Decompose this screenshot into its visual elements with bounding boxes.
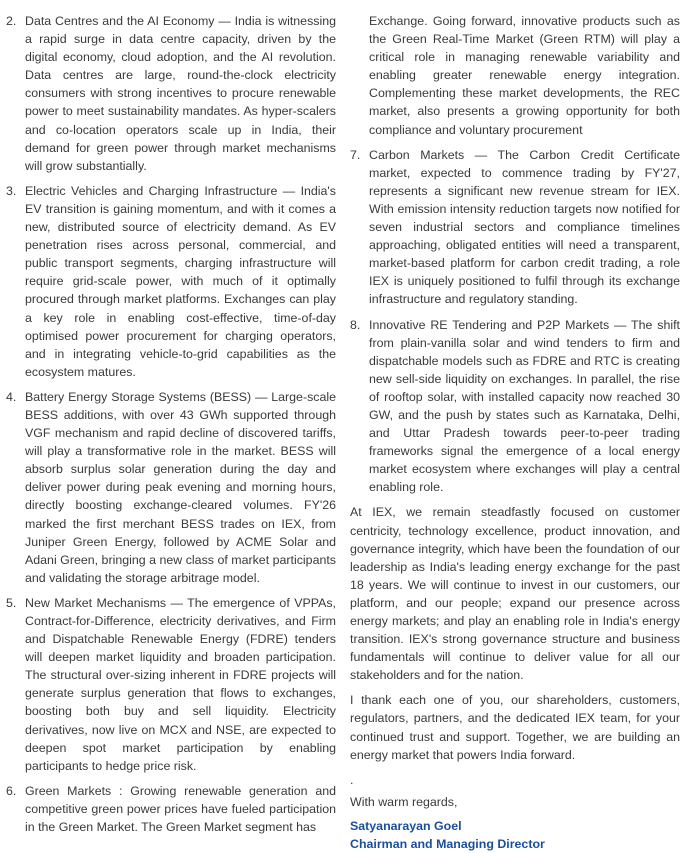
closing-paragraph-1: At IEX, we remain steadfastly focused on customer centricity, technology excellence, product innovation, and governance integrity, which have been the foundation of our leadership as India's leading energy exchange for the past 18 years. We will continue to invest in our customers, our platform, and our people; expand our presence across energy markets; and play an enabling role in India's energy transition. IEX's strong governance structure and business fundamentals will continue to deliver value for all our stakeholders and for the nation. [350,505,680,683]
list-item-text: Electric Vehicles and Charging Infrastructure — India's EV transition is gaining momentum, and with it comes a new, distributed source of electricity demand. As EV penetration rises across personal, commercial, and public transport segments, charging infrastructure will require grid-scale power, with much of it optimally procured through market platforms. Exchanges can play a key role in enabling cost-effective, time-of-day optimised power procurement for charging operators, and in integrating vehicle-to-grid capabilities as the ecosystem matures. [25,183,336,379]
closing-paragraph-2: I thank each one of you, our shareholders, customers, regulators, partners, and the dedicated IEX team, for your continued trust and support. Together, we are building an energy market that powers India forward. [350,693,680,762]
left-column [6,12,336,843]
list-number: 6. [6,783,17,798]
list-number: 8. [350,317,361,332]
list-item-text: Carbon Markets — The Carbon Credit Certificate market, expected to commence trading by FY'27, represents a significant new revenue stream for IEX. With emission intensity reduction targets now notified for seven industrial sectors and compliance timelines approaching, obligated entities will need a transparent, market-based platform for carbon credit trading, a role IEX is uniquely positioned to fulfil through its exchange infrastructure and regulatory standing. [369,147,680,307]
list-item-text: New Market Mechanisms — The emergence of VPPAs, Contract-for-Difference, electricity derivatives, and Firm and Dispatchable Renewable Energy (FDRE) tenders will deepen market liquidity and broaden participation. The structural over-sizing inherent in FDRE projects will generate surplus generation that flows to exchanges, boosting both buy and sell liquidity. Electricity derivatives, now live on MCX and NSE, are expected to deepen spot market participation by enabling participants to hedge price risk. [25,595,336,773]
list-number: 2. [6,14,17,28]
list-item-text: Innovative RE Tendering and P2P Markets — The shift from plain-vanilla solar and wind tenders to firm and dispatchable models such as FDRE and RTC is creating new sell-side liquidity on exchanges. In parallel, the rise of rooftop solar, with installed capacity now reached 30 GW, and the push by states such as Karnataka, Delhi, and Uttar Pradesh towards peer-to-peer trading frameworks signal the emergence of a local energy market ecosystem where exchanges will play a central enabling role. [369,317,680,495]
list-item-2 [6,12,336,175]
list-item-text: Battery Energy Storage Systems (BESS) — Large-scale BESS additions, with over 43 GWh supported through VGF mechanism and rapid decline of discovered tariffs, will play a transformative role in the market. BESS will absorb surplus solar generation during the day and deliver power during peak evening and morning hours, directly boosting exchange-cleared volumes. FY'26 marked the first merchant BESS trades on IEX, from Juniper Green Energy, followed by ACME Solar and Adani Green, bringing a new class of market participants and validating the storage arbitrage model. [25,389,336,585]
list-number: 3. [6,183,17,198]
list-number: 4. [6,389,17,404]
list-item-3 [6,182,336,381]
list-number: 7. [350,147,361,162]
list-item-5 [6,594,336,775]
list-item-8 [350,316,680,497]
list-item-4 [6,388,336,587]
right-column [350,12,680,853]
list-number: 5. [6,595,17,610]
list-item-text: Data Centres and the AI Economy — India is witnessing a rapid surge in data centre capacity, driven by the digital economy, cloud adoption, and the AI revolution. Data centres are large, round-the-clock electricity consumers with strong incentives to procure renewable power to meet sustainability mandates. As hyper-scalers and co-location operators scale up in India, their demand for green power through market mechanisms will grow substantially. [25,14,336,173]
signatory-name: Satyanarayan Goel [350,818,462,833]
separator-dot: . [350,772,354,787]
list-item-7 [350,146,680,309]
list-item-6-continuation: Exchange. Going forward, innovative products such as the Green Real-Time Market (Green RTM) will play a critical role in managing renewable variability and enabling greater renewable energy integration. Complementing these market developments, the REC market, also presents a growing opportunity for both compliance and voluntary procurement [369,14,680,137]
list-item-6 [6,782,336,836]
closing-salutation: With warm regards, [350,794,458,809]
list-item-text: Green Markets : Growing renewable generation and competitive green power prices have fueled participation in the Green Market. The Green Market segment has [25,783,336,835]
signatory-title: Chairman and Managing Director [350,836,545,851]
